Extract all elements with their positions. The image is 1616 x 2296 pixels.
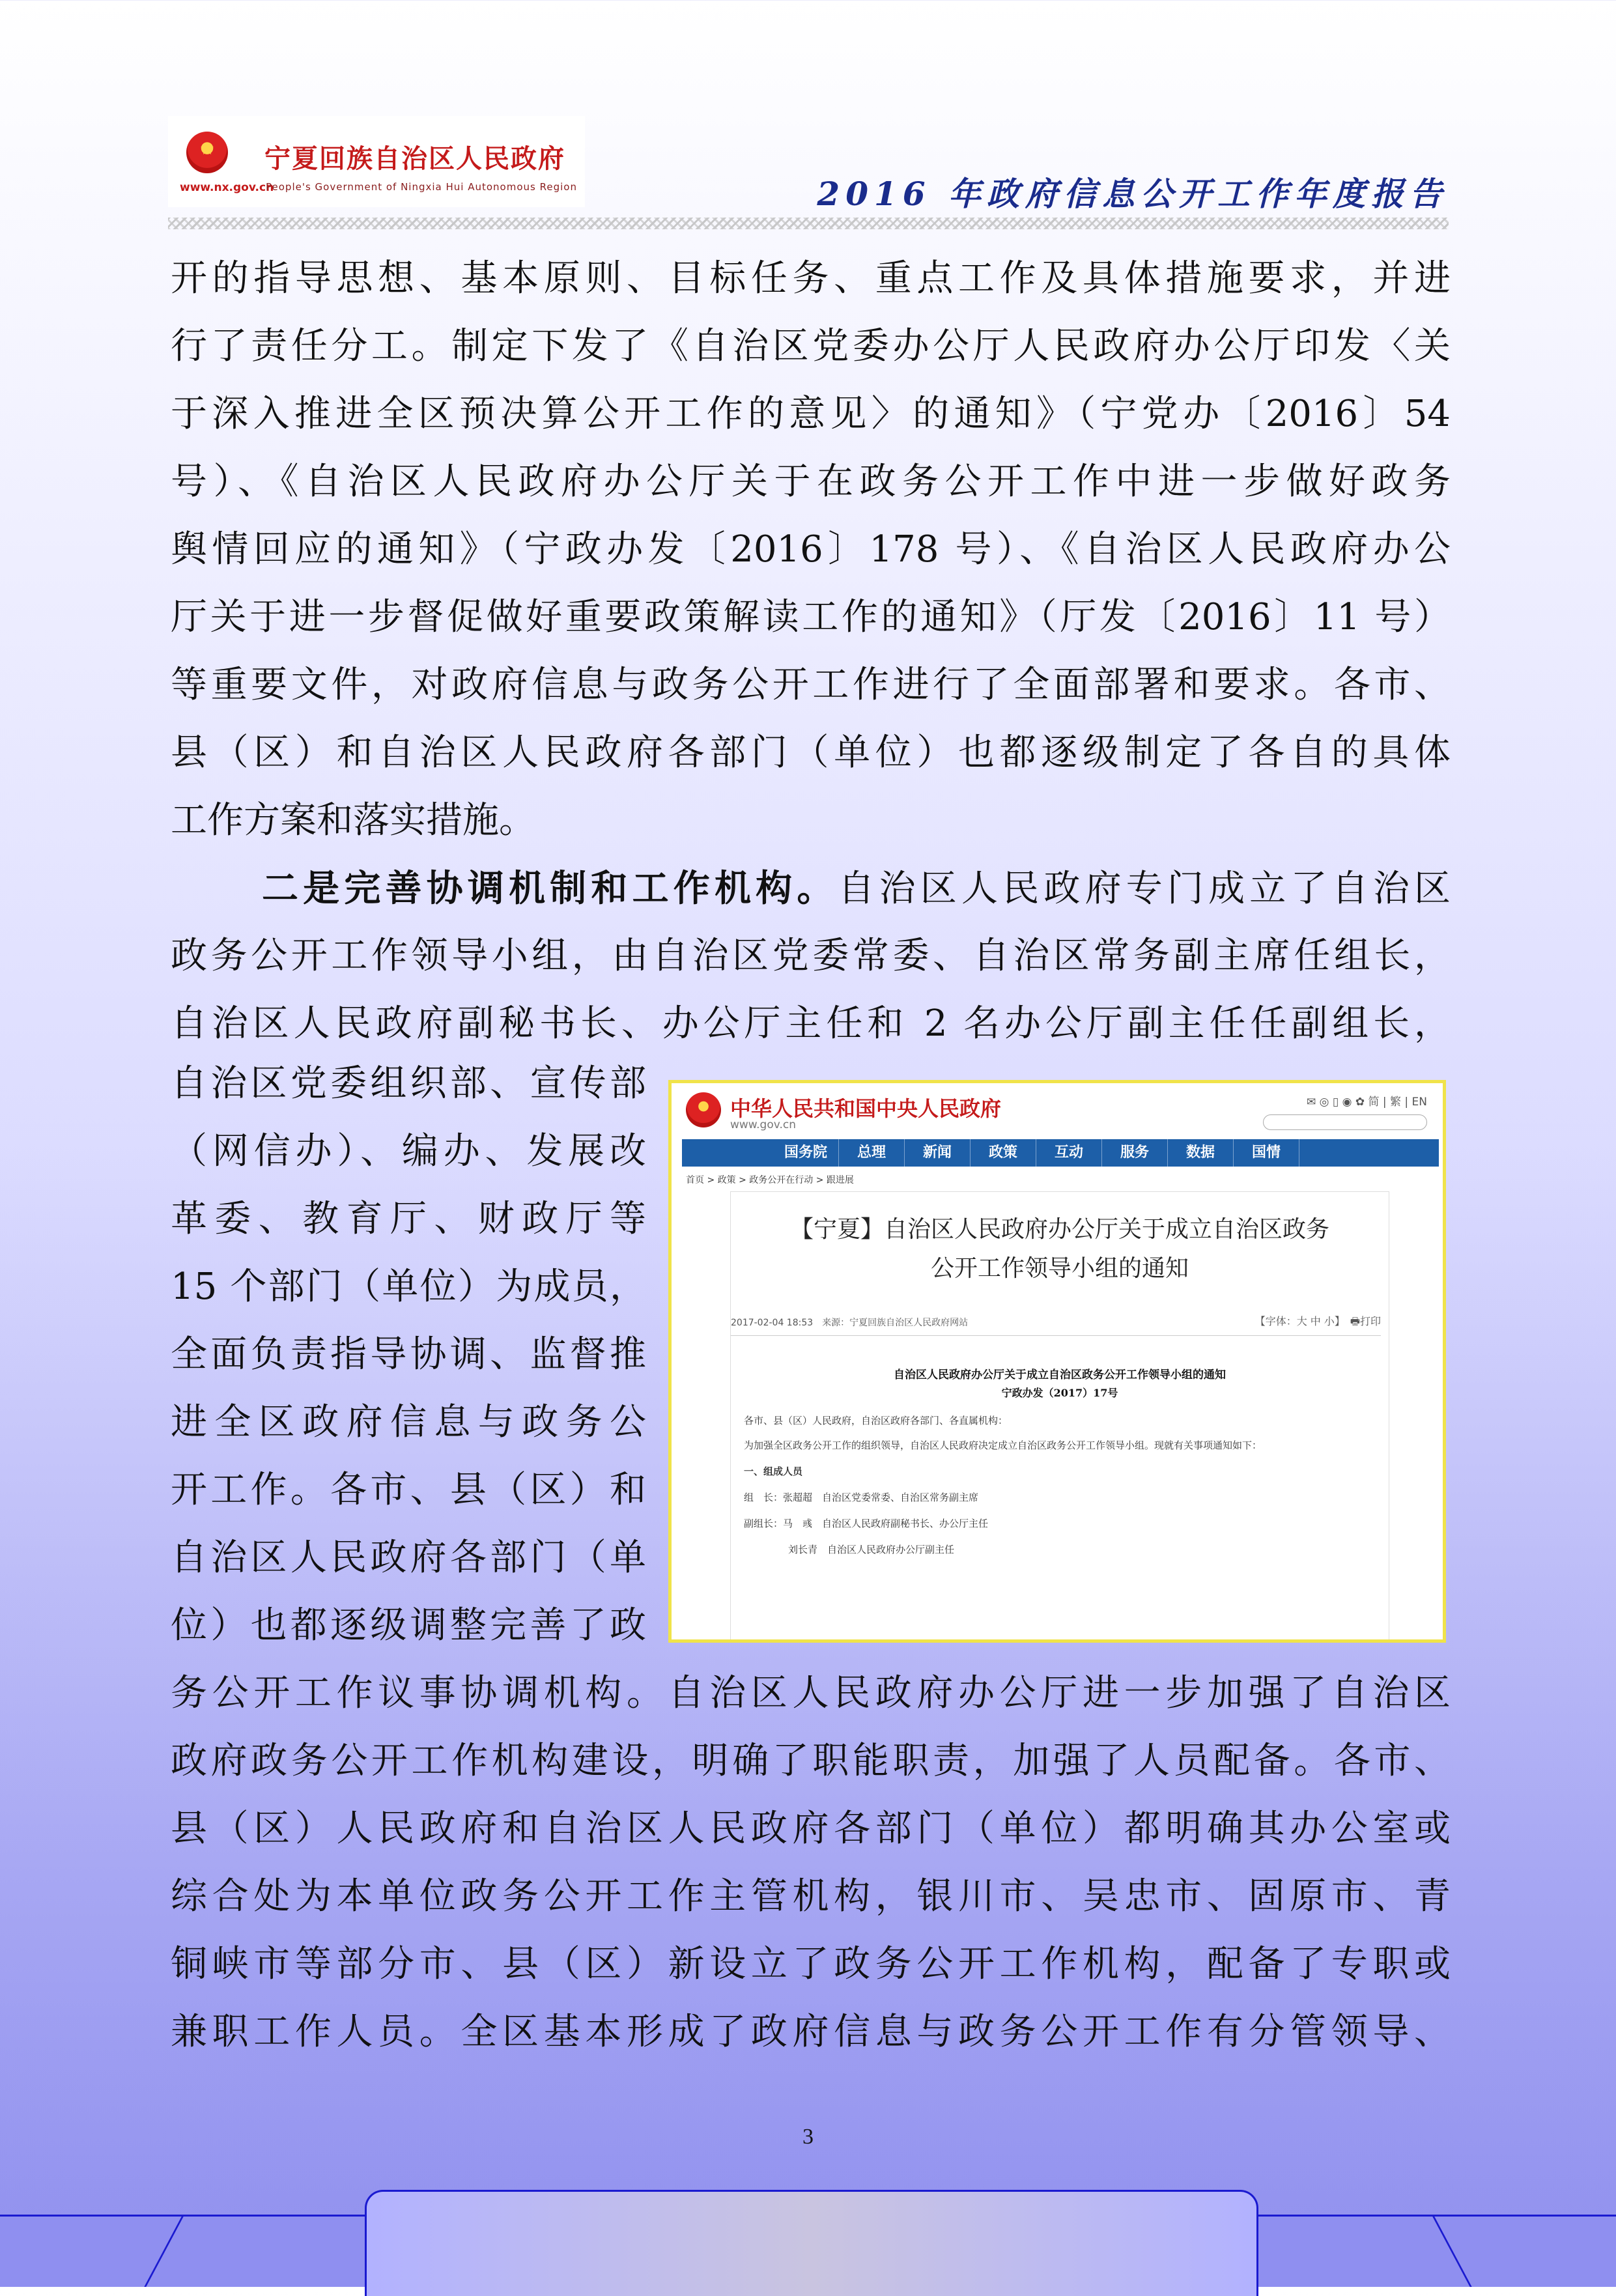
text-line: 自治区党委组织部、宣传部 xyxy=(171,1062,646,1105)
text-line: 15 个部门（单位）为成员， xyxy=(171,1266,646,1308)
report-title: 2016 年政府信息公开工作年度报告 xyxy=(817,175,1448,213)
nav-item: 新闻 xyxy=(905,1139,971,1167)
footer-tab-decoration xyxy=(365,2190,1258,2296)
logo-url: www.nx.gov.cn xyxy=(180,181,274,194)
text-line: 开的指导思想、基本原则、目标任务、重点工作及具体措施要求，并进 xyxy=(171,257,1451,300)
document-paragraph: 组 长：张超超 自治区党委常委、自治区常务副主席 xyxy=(744,1492,979,1503)
text-line: 政府政务公开工作机构建设，明确了职能职责，加强了人员配备。各市、 xyxy=(171,1740,1451,1782)
paragraph-two-text: 自治区人民政府专门成立了自治区 xyxy=(838,868,1451,910)
text-line: （网信办）、编办、发展改 xyxy=(171,1130,646,1172)
website-name: 中华人民共和国中央人民政府 xyxy=(730,1096,1002,1121)
text-line: 铜峡市等部分市、县（区）新设立了政务公开工作机构，配备了专职或 xyxy=(171,1943,1451,1985)
website-breadcrumb: 首页 > 政策 > 政务公开在行动 > 跟进展 xyxy=(686,1175,854,1185)
text-line: 综合处为本单位政务公开工作主管机构，银川市、吴忠市、固原市、青 xyxy=(171,1875,1451,1918)
article-headline-line: 【宁夏】自治区人民政府办公厅关于成立自治区政务 xyxy=(789,1216,1329,1243)
nav-item: 互动 xyxy=(1036,1139,1102,1167)
logo-english-name: People's Government of Ningxia Hui Autonomous Region xyxy=(266,181,577,193)
body-text-wrapped-column xyxy=(171,1050,646,1660)
article-meta: 2017-02-04 18:53 来源：宁夏回族自治区人民政府网站 xyxy=(731,1318,969,1328)
text-line: 号）、《自治区人民政府办公厅关于在政务公开工作中进一步做好政务 xyxy=(171,461,1451,503)
site-logo xyxy=(168,116,585,207)
article-tools: 【字体：大 中 小】 🖶打印 xyxy=(1255,1315,1381,1327)
footer-decoration-left xyxy=(0,2215,365,2287)
document-paragraph: 刘长青 自治区人民政府办公厅副主任 xyxy=(788,1544,955,1555)
document-paragraph: 为加强全区政务公开工作的组织领导，自治区人民政府决定成立自治区政务公开工作领导小组。现就有关事项通知如下： xyxy=(744,1439,1262,1451)
document-paragraph: 副组长：马 彧 自治区人民政府副秘书长、办公厅主任 xyxy=(744,1518,989,1529)
text-line: 县（区）和自治区人民政府各部门（单位）也都逐级制定了各自的具体 xyxy=(171,731,1451,774)
body-text-bottom xyxy=(171,1660,1451,2066)
text-line: 进全区政府信息与政务公 xyxy=(171,1401,646,1443)
page-number: 3 xyxy=(802,2125,814,2149)
text-line: 厅关于进一步督促做好重要政策解读工作的通知》（厅发〔2016〕11 号） xyxy=(171,596,1451,638)
website-nav-bar xyxy=(682,1139,1439,1167)
text-line: 位）也都逐级调整完善了政 xyxy=(171,1604,646,1647)
paragraph-two-lead xyxy=(171,855,1451,922)
nav-item: 政策 xyxy=(971,1139,1036,1167)
nav-item: 数据 xyxy=(1168,1139,1234,1167)
text-line: 兼职工作人员。全区基本形成了政府信息与政务公开工作有分管领导、 xyxy=(171,2011,1451,2053)
text-line: 务公开工作议事协调机构。自治区人民政府办公厅进一步加强了自治区 xyxy=(171,1672,1451,1714)
national-emblem-icon xyxy=(186,132,228,173)
text-line: 于深入推进全区预决算公开工作的意见〉的通知》（宁党办〔2016〕54 xyxy=(171,393,1451,435)
article-headline-line: 公开工作领导小组的通知 xyxy=(930,1255,1189,1282)
text-line: 等重要文件，对政府信息与政务公开工作进行了全面部署和要求。各市、 xyxy=(171,664,1451,706)
document-number: 宁政办发（2017）17号 xyxy=(1001,1387,1118,1399)
website-search-field xyxy=(1263,1114,1427,1130)
article-divider xyxy=(731,1335,1381,1336)
document-paragraph: 一、组成人员 xyxy=(744,1466,803,1477)
text-line: 舆情回应的通知》（宁政办发〔2016〕178 号）、《自治区人民政府办公 xyxy=(171,528,1451,571)
embedded-website-screenshot xyxy=(668,1080,1446,1643)
website-toolbar-icons: ✉ ◎ ▯ ◉ ✿ 简 | 繁 | EN xyxy=(1306,1096,1427,1109)
text-line: 工作方案和落实措施。 xyxy=(171,799,535,842)
body-text-top xyxy=(171,245,1451,1058)
text-line: 革委、教育厅、财政厅等 xyxy=(171,1198,646,1240)
nav-item: 国情 xyxy=(1234,1139,1299,1167)
text-line: 开工作。各市、县（区）和 xyxy=(171,1469,646,1511)
text-line: 自治区人民政府各部门（单 xyxy=(171,1537,646,1579)
logo-chinese-name: 宁夏回族自治区人民政府 xyxy=(264,144,565,174)
nav-item: 总理 xyxy=(839,1139,905,1167)
document-title: 自治区人民政府办公厅关于成立自治区政务公开工作领导小组的通知 xyxy=(894,1368,1226,1382)
national-emblem-icon xyxy=(686,1092,721,1127)
article-panel xyxy=(730,1191,1389,1639)
footer-decoration-right xyxy=(1255,2215,1616,2287)
website-url: www.gov.cn xyxy=(730,1118,797,1131)
text-line: 政务公开工作领导小组，由自治区党委常委、自治区常务副主席任组长， xyxy=(171,935,1451,977)
header-divider xyxy=(168,218,1449,229)
nav-item: 国务院 xyxy=(773,1139,839,1167)
text-line: 县（区）人民政府和自治区人民政府各部门（单位）都明确其办公室或 xyxy=(171,1807,1451,1850)
document-paragraph: 各市、县（区）人民政府，自治区政府各部门、各直属机构： xyxy=(744,1415,1008,1426)
text-line: 全面负责指导协调、监督推 xyxy=(171,1333,646,1376)
text-line: 行了责任分工。制定下发了《自治区党委办公厅人民政府办公厅印发〈关 xyxy=(171,325,1451,367)
article-headline xyxy=(731,1210,1389,1288)
paragraph-two-heading: 二是完善协调机制和工作机构。 xyxy=(262,867,838,910)
text-line: 自治区人民政府副秘书长、办公厅主任和 2 名办公厅副主任任副组长， xyxy=(171,1002,1451,1045)
nav-item: 服务 xyxy=(1102,1139,1168,1167)
